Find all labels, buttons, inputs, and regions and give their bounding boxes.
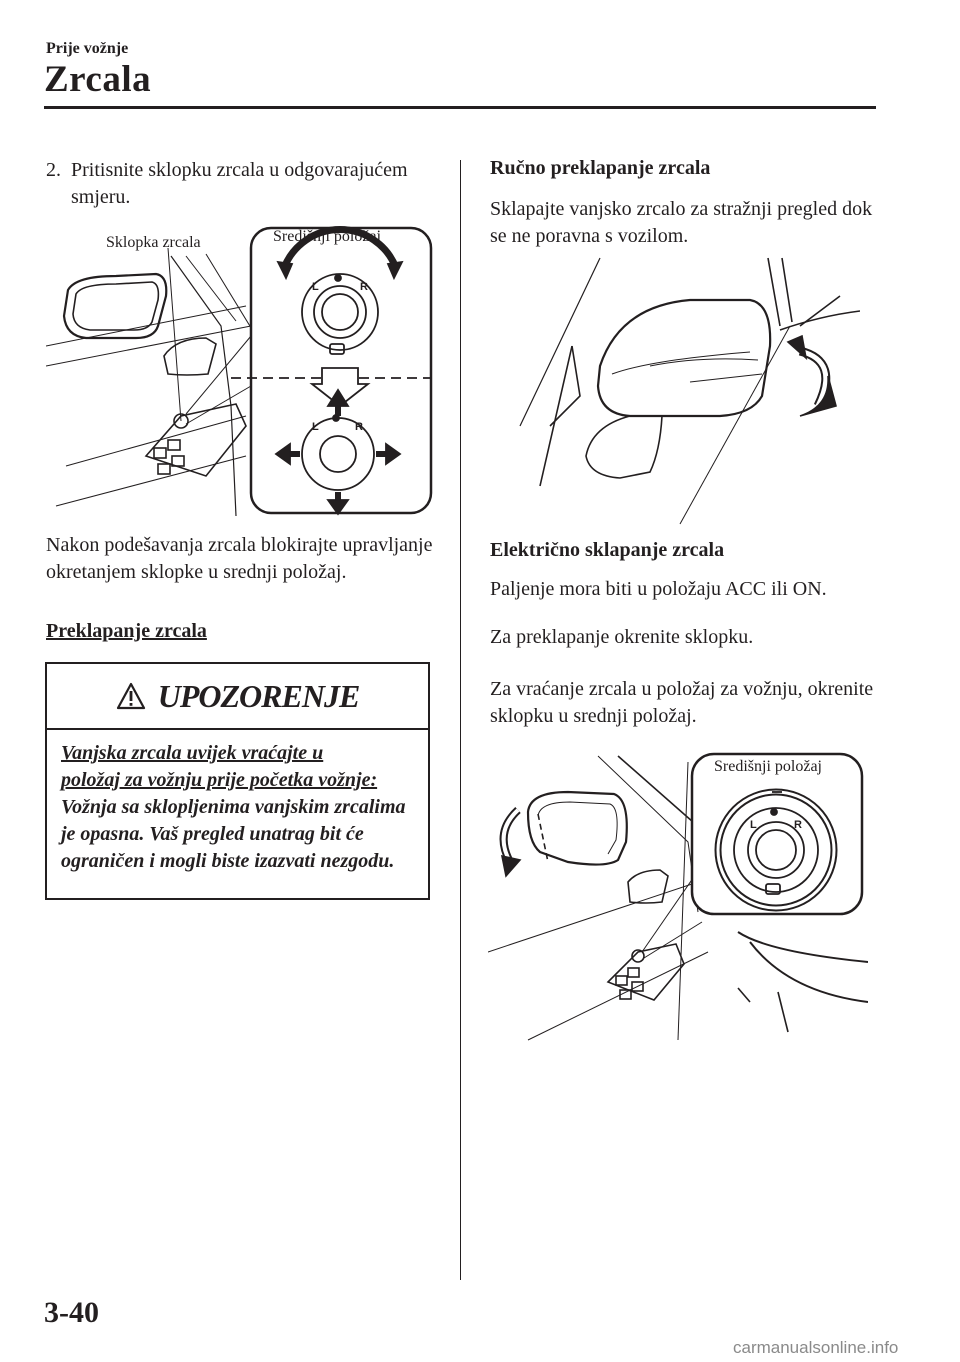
watermark: carmanualsonline.info xyxy=(733,1338,899,1357)
warning-box xyxy=(45,662,430,900)
electric-folding-heading: Električno sklapanje zrcala xyxy=(490,539,725,561)
callout-center-position: Središnji položaj xyxy=(273,228,381,245)
subheading-folding: Preklapanje zrcala xyxy=(46,620,207,642)
title-rule xyxy=(44,106,876,109)
warning-header xyxy=(47,664,428,730)
manual-folding-text: Sklapajte vanjsko zrcalo za stražnji pregled dok se ne poravna s vozilom. xyxy=(490,198,873,247)
fig3-knob-left-label: L xyxy=(750,819,757,831)
knob-bottom-right-label: R xyxy=(355,421,363,433)
manual-fold-illustration xyxy=(500,256,860,526)
warning-text: Vožnja sa sklopljenima vanjskim zrcalima je opasna. Vaš pregled unatrag bit će ograničen i mogli biste izazvati nezgodu. xyxy=(61,796,406,872)
electric-folding-ignition: Paljenje mora biti u položaju ACC ili ON. xyxy=(490,578,827,600)
page-number: 3-40 xyxy=(44,1296,99,1329)
column-divider xyxy=(460,160,461,1280)
knob-top-right-label: R xyxy=(360,281,368,293)
fig3-knob-right-label: R xyxy=(794,819,802,831)
section-label: Prije vožnje xyxy=(46,40,129,57)
warning-title: UPOZORENJE xyxy=(157,677,360,714)
lock-instruction: Nakon podešavanja zrcala blokirajte upravljanje okretanjem sklopke u srednji položaj. xyxy=(46,534,433,583)
warning-underlined-line-2: položaj za vožnju prije početka vožnje: xyxy=(61,769,378,791)
mirror-switch-illustration xyxy=(46,226,446,516)
electric-fold-figure xyxy=(488,752,868,1042)
step-text: Pritisnite sklopku zrcala u odgovarajućem smjeru. xyxy=(71,159,408,208)
manual-folding-heading: Ručno preklapanje zrcala xyxy=(490,157,711,179)
electric-folding-instruction: Za preklapanje okrenite sklopku. xyxy=(490,626,754,648)
mirror-switch-figure xyxy=(46,226,446,516)
electric-fold-illustration xyxy=(488,752,868,1042)
knob-bottom-left-label: L xyxy=(312,421,319,433)
warning-underlined-line-1: Vanjska zrcala uvijek vraćajte u xyxy=(61,742,324,764)
electric-folding-return: Za vraćanje zrcala u položaj za vožnju, okrenite sklopku u srednji položaj. xyxy=(490,678,874,727)
page-title: Zrcala xyxy=(44,59,152,100)
knob-top-left-label: L xyxy=(312,281,319,293)
warning-body xyxy=(47,730,428,875)
step-2 xyxy=(46,157,446,211)
step-number: 2. xyxy=(46,159,61,181)
manual-fold-figure xyxy=(500,256,860,526)
callout-mirror-switch: Sklopka zrcala xyxy=(106,234,201,251)
callout-center-position-electric: Središnji položaj xyxy=(714,758,822,775)
warning-triangle-icon xyxy=(116,682,146,710)
